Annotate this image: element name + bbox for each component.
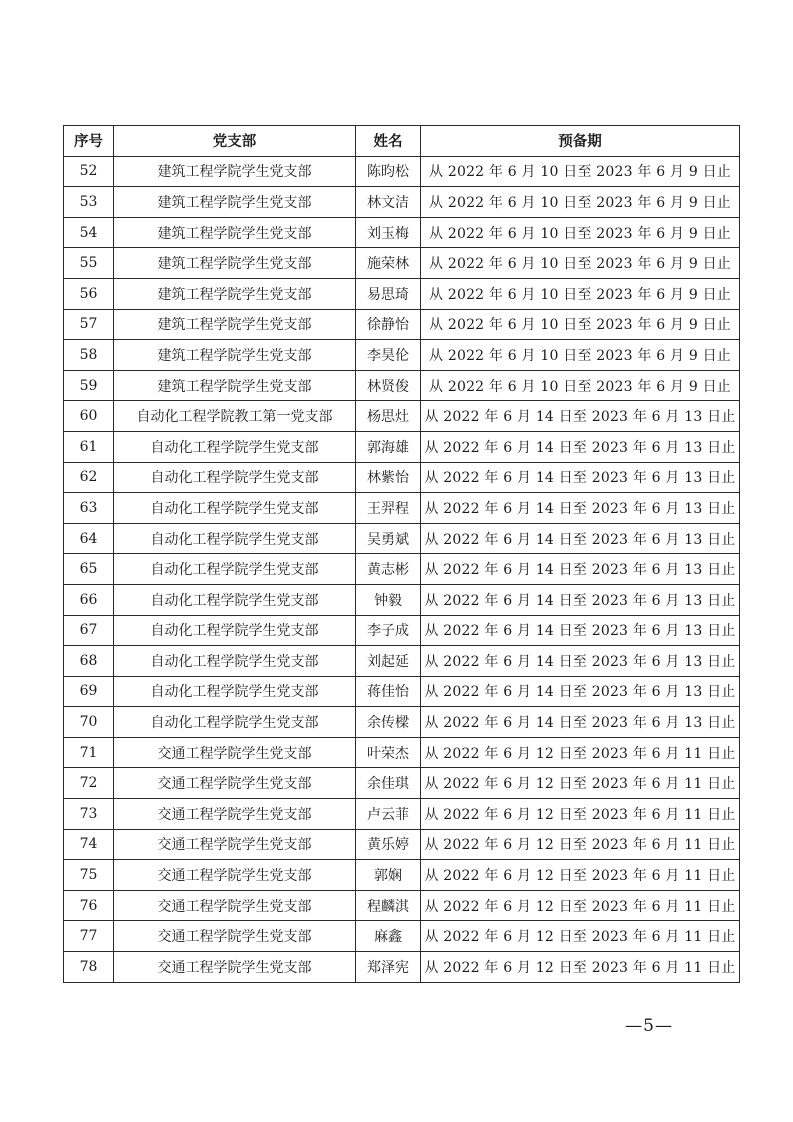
table-row [64,401,740,432]
probation-period-cell: 从 2022 年 6 月 14 日至 2023 年 6 月 13 日止 [421,523,740,554]
member-name-cell: 施荣林 [356,248,421,279]
party-branch-cell: 建筑工程学院学生党支部 [114,370,356,401]
table-row [64,584,740,615]
serial-number-cell: 73 [64,799,114,830]
probation-period-cell: 从 2022 年 6 月 10 日至 2023 年 6 月 9 日止 [421,278,740,309]
member-name-cell: 黄乐婷 [356,829,421,860]
page-number: —5— [625,1016,673,1036]
member-name-cell: 王羿程 [356,493,421,524]
table-row [64,462,740,493]
probation-period-cell: 从 2022 年 6 月 14 日至 2023 年 6 月 13 日止 [421,676,740,707]
member-name-cell: 吴勇斌 [356,523,421,554]
serial-number-cell: 74 [64,829,114,860]
member-name-cell: 李子成 [356,615,421,646]
probation-period-cell: 从 2022 年 6 月 10 日至 2023 年 6 月 9 日止 [421,309,740,340]
member-name-cell: 郑泽宪 [356,952,421,983]
member-name-cell: 郭海雄 [356,431,421,462]
member-name-cell: 卢云菲 [356,799,421,830]
member-name-cell: 蒋佳怡 [356,676,421,707]
serial-number-cell: 61 [64,431,114,462]
serial-number-cell: 75 [64,860,114,891]
serial-number-cell: 52 [64,156,114,187]
probation-period-cell: 从 2022 年 6 月 12 日至 2023 年 6 月 11 日止 [421,829,740,860]
member-name-cell: 易思琦 [356,278,421,309]
header-row [64,126,740,157]
serial-number-cell: 59 [64,370,114,401]
serial-number-cell: 69 [64,676,114,707]
table-row [64,340,740,371]
member-name-cell: 麻鑫 [356,921,421,952]
serial-number-cell: 72 [64,768,114,799]
party-branch-cell: 建筑工程学院学生党支部 [114,156,356,187]
member-name-cell: 陈昀松 [356,156,421,187]
table-row [64,952,740,983]
table-row [64,768,740,799]
party-branch-cell: 自动化工程学院学生党支部 [114,431,356,462]
party-branch-cell: 交通工程学院学生党支部 [114,860,356,891]
probation-period-cell: 从 2022 年 6 月 12 日至 2023 年 6 月 11 日止 [421,737,740,768]
table-row [64,278,740,309]
table-row [64,187,740,218]
probation-period-cell: 从 2022 年 6 月 14 日至 2023 年 6 月 13 日止 [421,462,740,493]
member-name-cell: 刘起延 [356,646,421,677]
party-branch-cell: 建筑工程学院学生党支部 [114,217,356,248]
member-name-cell: 徐静怡 [356,309,421,340]
serial-number-cell: 71 [64,737,114,768]
serial-number-cell: 70 [64,707,114,738]
probation-period-cell: 从 2022 年 6 月 12 日至 2023 年 6 月 11 日止 [421,768,740,799]
party-branch-cell: 自动化工程学院学生党支部 [114,523,356,554]
party-branch-cell: 交通工程学院学生党支部 [114,799,356,830]
probation-period-cell: 从 2022 年 6 月 14 日至 2023 年 6 月 13 日止 [421,707,740,738]
serial-number-cell: 64 [64,523,114,554]
serial-number-cell: 66 [64,584,114,615]
table-row [64,829,740,860]
member-name-cell: 刘玉梅 [356,217,421,248]
table-row [64,370,740,401]
table-row [64,493,740,524]
member-name-cell: 余传樑 [356,707,421,738]
serial-number-cell: 58 [64,340,114,371]
serial-number-cell: 55 [64,248,114,279]
probation-period-cell: 从 2022 年 6 月 10 日至 2023 年 6 月 9 日止 [421,156,740,187]
member-name-cell: 林文洁 [356,187,421,218]
probation-period-cell: 从 2022 年 6 月 10 日至 2023 年 6 月 9 日止 [421,248,740,279]
probation-period-cell: 从 2022 年 6 月 10 日至 2023 年 6 月 9 日止 [421,217,740,248]
table-row [64,921,740,952]
party-branch-cell: 自动化工程学院学生党支部 [114,493,356,524]
party-branch-cell: 自动化工程学院学生党支部 [114,584,356,615]
header-party-branch: 党支部 [114,126,356,157]
serial-number-cell: 78 [64,952,114,983]
serial-number-cell: 60 [64,401,114,432]
party-branch-cell: 自动化工程学院学生党支部 [114,615,356,646]
member-name-cell: 叶荣杰 [356,737,421,768]
probation-period-cell: 从 2022 年 6 月 14 日至 2023 年 6 月 13 日止 [421,401,740,432]
table-row [64,309,740,340]
party-branch-cell: 自动化工程学院学生党支部 [114,554,356,585]
table-row [64,676,740,707]
header-serial-number: 序号 [64,126,114,157]
serial-number-cell: 62 [64,462,114,493]
serial-number-cell: 68 [64,646,114,677]
table-row [64,890,740,921]
party-branch-cell: 建筑工程学院学生党支部 [114,248,356,279]
table-header [64,126,740,157]
party-branch-cell: 建筑工程学院学生党支部 [114,340,356,371]
header-name: 姓名 [356,126,421,157]
serial-number-cell: 76 [64,890,114,921]
party-branch-cell: 交通工程学院学生党支部 [114,921,356,952]
table-row [64,860,740,891]
table-row [64,554,740,585]
table-row [64,737,740,768]
party-branch-cell: 建筑工程学院学生党支部 [114,187,356,218]
probation-period-cell: 从 2022 年 6 月 12 日至 2023 年 6 月 11 日止 [421,799,740,830]
party-branch-cell: 自动化工程学院学生党支部 [114,676,356,707]
table-row [64,431,740,462]
serial-number-cell: 65 [64,554,114,585]
probation-period-cell: 从 2022 年 6 月 14 日至 2023 年 6 月 13 日止 [421,615,740,646]
member-name-cell: 郭娴 [356,860,421,891]
member-name-cell: 林紫怡 [356,462,421,493]
probation-period-cell: 从 2022 年 6 月 10 日至 2023 年 6 月 9 日止 [421,370,740,401]
member-name-cell: 林贤俊 [356,370,421,401]
party-branch-cell: 自动化工程学院学生党支部 [114,462,356,493]
probation-period-cell: 从 2022 年 6 月 14 日至 2023 年 6 月 13 日止 [421,493,740,524]
member-name-cell: 李昊伦 [356,340,421,371]
serial-number-cell: 54 [64,217,114,248]
probation-period-cell: 从 2022 年 6 月 14 日至 2023 年 6 月 13 日止 [421,584,740,615]
header-probation-period: 预备期 [421,126,740,157]
table-body [64,156,740,982]
serial-number-cell: 53 [64,187,114,218]
serial-number-cell: 63 [64,493,114,524]
probation-period-cell: 从 2022 年 6 月 14 日至 2023 年 6 月 13 日止 [421,646,740,677]
party-branch-cell: 交通工程学院学生党支部 [114,829,356,860]
party-branch-cell: 交通工程学院学生党支部 [114,737,356,768]
table-row [64,646,740,677]
party-branch-cell: 自动化工程学院学生党支部 [114,707,356,738]
party-branch-cell: 交通工程学院学生党支部 [114,768,356,799]
serial-number-cell: 57 [64,309,114,340]
table-row [64,615,740,646]
serial-number-cell: 77 [64,921,114,952]
table-row [64,707,740,738]
party-branch-cell: 交通工程学院学生党支部 [114,890,356,921]
party-branch-cell: 交通工程学院学生党支部 [114,952,356,983]
probation-period-cell: 从 2022 年 6 月 14 日至 2023 年 6 月 13 日止 [421,431,740,462]
member-name-cell: 钟毅 [356,584,421,615]
probation-period-cell: 从 2022 年 6 月 12 日至 2023 年 6 月 11 日止 [421,860,740,891]
probationary-members-table [63,125,740,983]
probation-period-cell: 从 2022 年 6 月 14 日至 2023 年 6 月 13 日止 [421,554,740,585]
member-name-cell: 余佳琪 [356,768,421,799]
table-row [64,217,740,248]
probation-period-cell: 从 2022 年 6 月 10 日至 2023 年 6 月 9 日止 [421,187,740,218]
table-row [64,523,740,554]
table-row [64,799,740,830]
probation-period-cell: 从 2022 年 6 月 12 日至 2023 年 6 月 11 日止 [421,890,740,921]
member-name-cell: 杨思灶 [356,401,421,432]
party-branch-cell: 自动化工程学院学生党支部 [114,646,356,677]
member-name-cell: 程麟淇 [356,890,421,921]
probation-period-cell: 从 2022 年 6 月 10 日至 2023 年 6 月 9 日止 [421,340,740,371]
probation-period-cell: 从 2022 年 6 月 12 日至 2023 年 6 月 11 日止 [421,952,740,983]
table-row [64,248,740,279]
table-row [64,156,740,187]
probation-period-cell: 从 2022 年 6 月 12 日至 2023 年 6 月 11 日止 [421,921,740,952]
party-branch-cell: 建筑工程学院学生党支部 [114,309,356,340]
serial-number-cell: 56 [64,278,114,309]
party-branch-cell: 建筑工程学院学生党支部 [114,278,356,309]
party-branch-cell: 自动化工程学院教工第一党支部 [114,401,356,432]
serial-number-cell: 67 [64,615,114,646]
member-name-cell: 黄志彬 [356,554,421,585]
